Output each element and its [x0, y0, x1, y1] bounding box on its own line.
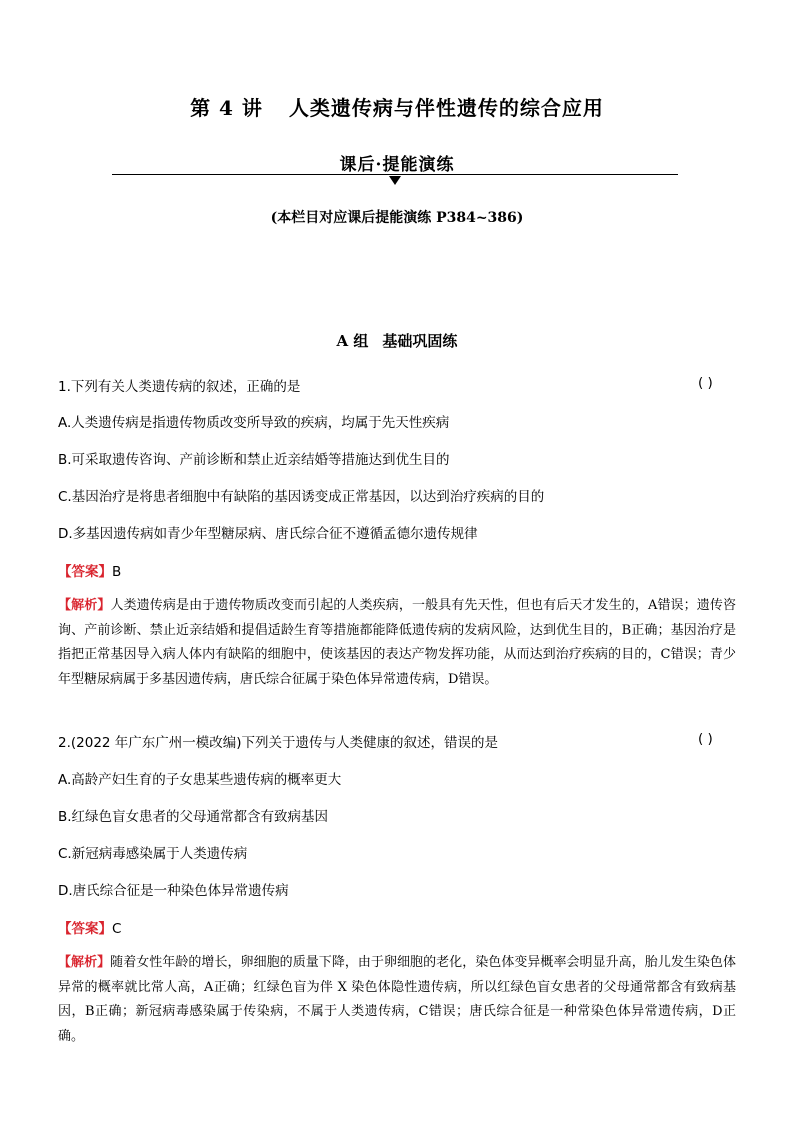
group-label: A 组 — [336, 332, 369, 350]
question-2-option-d: D.唐氏综合征是一种染色体异常遗传病 — [58, 883, 289, 899]
answer-value: B — [112, 564, 122, 580]
question-1-option-c: C.基因治疗是将患者细胞中有缺陷的基因诱变成正常基因，以达到治疗疾病的目的 — [58, 489, 545, 505]
section-heading: 课后·提能演练 — [339, 155, 455, 175]
lecture-title: 人类遗传病与伴性遗传的综合应用 — [288, 96, 604, 120]
section-note: (本栏目对应课后提能演练 P384~386) — [270, 210, 524, 226]
question-1-option-d: D.多基因遗传病如青少年型糖尿病、唐氏综合征不遵循孟德尔遗传规律 — [58, 526, 478, 542]
analysis-text: 人类遗传病是由于遗传物质改变而引起的人类疾病，一般具有先天性，但也有后天才发生的，A错误；遗传咨询、产前诊断、禁止近亲结婚和提倡适龄生育等措施都能降低遗传病的发病风险，达到优生目的，B正确；基因治疗是指把正常基因导入病人体内有缺陷的细胞中，使该基因的表达产物发挥功能，从而达到治疗疾病的目的，C错误；青少年型糖尿病属于多基因遗传病，唐氏综合征属于染色体异常遗传病，D错误。 — [58, 598, 736, 687]
analysis-tag: 【解析】 — [58, 598, 111, 613]
analysis-text: 随着女性年龄的增长，卵细胞的质量下降，由于卵细胞的老化，染色体变异概率会明显升高，胎儿发生染色体异常的概率就比常人高，A正确；红绿色盲为伴 X 染色体隐性遗传病，所以红绿色盲女患者的父母通常都含有致病基因，B正确；新冠病毒感染属于传染病，不属于人类遗传病，C错误；唐氏综合征是一种常染色体异常遗传病，D正确。 — [58, 955, 736, 1044]
group-name: 基础巩固练 — [382, 332, 458, 350]
analysis-tag: 【解析】 — [58, 955, 111, 970]
lecture-number: 第 4 讲 — [190, 96, 263, 120]
answer-tag: 【答案】 — [58, 564, 112, 580]
question-2-option-b: B.红绿色盲女患者的父母通常都含有致病基因 — [58, 809, 329, 825]
triangle-marker-icon — [389, 176, 401, 185]
question-1-analysis — [58, 594, 736, 692]
answer-value: C — [112, 921, 122, 937]
question-1-answer — [58, 560, 121, 580]
question-2-option-a: A.高龄产妇生育的子女患某些遗传病的概率更大 — [58, 772, 342, 788]
question-2-stem: 2.(2022 年广东广州一模改编)下列关于遗传与人类健康的叙述，错误的是 — [58, 735, 499, 751]
question-2-analysis — [58, 951, 736, 1049]
group-title — [0, 330, 794, 351]
question-1-stem: 1.下列有关人类遗传病的叙述，正确的是 — [58, 379, 301, 395]
question-1-option-b: B.可采取遗传咨询、产前诊断和禁止近亲结婚等措施达到优生目的 — [58, 452, 450, 468]
question-2-answer — [58, 917, 121, 937]
page-title — [0, 92, 794, 121]
question-1-option-a: A.人类遗传病是指遗传物质改变所导致的疾病，均属于先天性疾病 — [58, 415, 450, 431]
question-2-option-c: C.新冠病毒感染属于人类遗传病 — [58, 846, 248, 862]
question-1-answer-blank: ( ) — [698, 375, 713, 391]
answer-tag: 【答案】 — [58, 921, 112, 937]
question-2-answer-blank: ( ) — [698, 731, 713, 747]
section-divider — [112, 174, 678, 175]
